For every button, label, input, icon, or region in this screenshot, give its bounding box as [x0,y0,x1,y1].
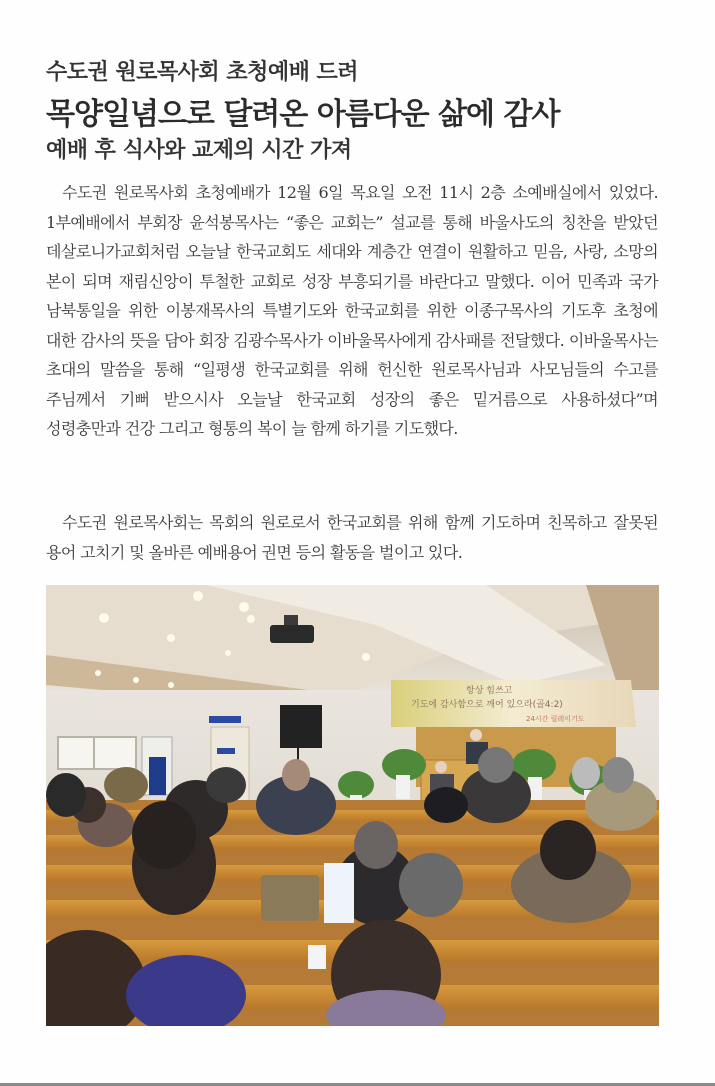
article-headline: 목양일념으로 달려온 아름다운 삶에 감사 [46,97,560,132]
banner-text-line-3: 24시간 릴레이기도 [526,715,585,723]
article-body-paragraph-1 [46,178,658,444]
projector [270,625,314,643]
paragraph-text: 수도권 원로목사회 초청예배가 12월 6일 목요일 오전 11시 2층 소예배실에서 있었다. 1부예배에서 부회장 윤석봉목사는 “좋은 교회는” 설교를 통해 바울사도의 칭찬을 받았던 데살로니가교회처럼 오늘날 한국교회도 세대와 계층간 연결이 원활하고 믿음, 사랑, 소망의 본이 되며 재림신앙이 투철한 교회로 성장 부흥되기를 바란다고 말했다. 이어 민족과 국가 남북통일을 위한 이봉재목사의 특별기도와 한국교회를 위한 이종구목사의 기도후 초청에 대한 감사의 뜻을 담아 회장 김광수목사가 이바울목사에게 감사패를 전달했다. 이바울목사는 초대의 말씀을 통해 “일평생 한국교회를 위해 헌신한 원로목사님과 사모님들의 수고를 주님께서 기뻐 받으시사 오늘날 한국교회 성장의 좋은 밑거름으로 사용하셨다”며 성령충만과 건강 그리고 형통의 복이 늘 함께 하기를 기도했다. [46,183,658,438]
church-interior-illustration [46,585,659,1026]
banner-text-line-1: 항상 힘쓰고 [466,686,513,696]
banner-text-line-2: 기도에 감사함으로 깨어 있으라(골4:2) [411,700,563,710]
worship-service-photo [46,585,659,1026]
paragraph-text: 수도권 원로목사회는 목회의 원로로서 한국교회를 위해 함께 기도하며 친목하고 잘못된 용어 고치기 및 올바른 예배용어 권면 등의 활동을 벌이고 있다. [46,513,658,562]
article-subheadline: 예배 후 식사와 교제의 시간 가져 [46,138,352,163]
article-body-paragraph-2 [46,508,658,567]
article-kicker: 수도권 원로목사회 초청예배 드려 [46,60,359,85]
